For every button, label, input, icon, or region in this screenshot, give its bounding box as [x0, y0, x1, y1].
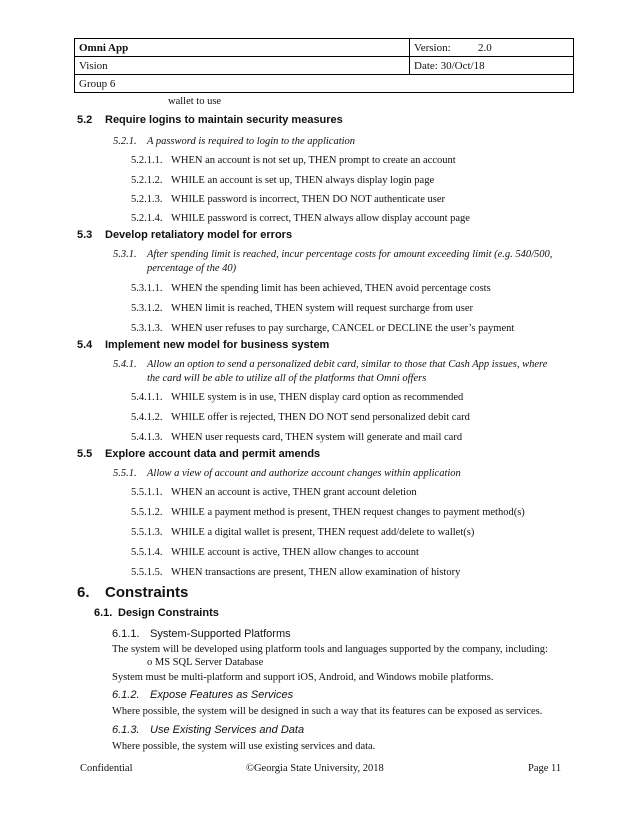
requirement-5-5-1-4: 5.5.1.4. WHILE account is active, THEN allow changes to account: [131, 547, 419, 558]
requirement-5-5-1-3: 5.5.1.3. WHILE a digital wallet is present, THEN request add/delete to wallet(s): [131, 527, 475, 538]
requirement-5-5-1-5: 5.5.1.5. WHEN transactions are present, THEN allow examination of history: [131, 567, 461, 578]
subsection-heading-6-1-3: 6.1.3. Use Existing Services and Data: [112, 724, 305, 736]
header-group: Group 6: [75, 75, 574, 93]
header-version: [410, 39, 574, 57]
header-doc-type: Vision: [75, 57, 410, 75]
requirement-5-3-1-2: 5.3.1.2. WHEN limit is reached, THEN system will request surcharge from user: [131, 303, 473, 314]
footer-page-number: Page 11: [528, 763, 562, 774]
section-heading-5-3: 5.3 Develop retaliatory model for errors: [77, 229, 293, 241]
subsection-heading-6-1-1: 6.1.1. System-Supported Platforms: [112, 628, 291, 640]
requirement-5-4-1-3: 5.4.1.3. WHEN user requests card, THEN system will generate and mail card: [131, 432, 463, 443]
requirement-5-4-1: 5.4.1. Allow an option to send a personalized debit card, similar to those that Cash App issues, where: [113, 359, 548, 370]
requirement-5-3-1-3: 5.3.1.3. WHEN user refuses to pay surcharge, CANCEL or DECLINE the user’s payment: [131, 323, 515, 334]
paragraph-6-1-2: Where possible, the system will be designed in such a way that its features can be exposed as services.: [112, 706, 543, 717]
section-heading-5-2: 5.2 Require logins to maintain security measures: [77, 114, 343, 126]
continued-text: wallet to use: [168, 96, 222, 107]
requirement-5-5-1-1: 5.5.1.1. WHEN an account is active, THEN grant account deletion: [131, 487, 417, 498]
header-date: Date: 30/Oct/18: [410, 57, 574, 75]
paragraph-6-1-1-a: The system will be developed using platform tools and languages supported by the company, including:: [112, 644, 548, 655]
chapter-heading-6: 6. Constraints: [77, 584, 189, 601]
requirement-5-5-1: 5.5.1. Allow a view of account and authorize account changes within application: [113, 468, 461, 479]
requirement-5-4-1-1: 5.4.1.1. WHILE system is in use, THEN display card option as recommended: [131, 392, 464, 403]
section-heading-5-4: 5.4 Implement new model for business system: [77, 339, 330, 351]
paragraph-6-1-1-c: System must be multi-platform and support iOS, Android, and Windows mobile platforms.: [112, 672, 494, 683]
requirement-5-3-1: 5.3.1. After spending limit is reached, incur percentage costs for amount exceeding limit (e.g. 540/500,: [113, 249, 553, 260]
section-heading-5-5: 5.5 Explore account data and permit amends: [77, 448, 321, 460]
header-version-label: Version:: [414, 41, 451, 54]
requirement-5-3-1-continued: percentage of the 40): [147, 263, 237, 274]
paragraph-6-1-1-bullet: o MS SQL Server Database: [147, 657, 264, 668]
subsection-heading-6-1-2: 6.1.2. Expose Features as Services: [112, 689, 294, 701]
requirement-5-3-1-1: 5.3.1.1. WHEN the spending limit has been achieved, THEN avoid percentage costs: [131, 283, 491, 294]
requirement-5-2-1-2: 5.2.1.2. WHILE an account is set up, THEN always display login page: [131, 175, 435, 186]
requirement-5-5-1-2: 5.5.1.2. WHILE a payment method is present, THEN request changes to payment method(s): [131, 507, 525, 518]
footer-copyright: ©Georgia State University, 2018: [246, 763, 384, 774]
header-app-name: Omni App: [75, 39, 410, 57]
requirement-5-2-1: 5.2.1. A password is required to login to the application: [113, 136, 356, 147]
header-version-value: 2.0: [478, 41, 492, 54]
requirement-5-2-1-4: 5.2.1.4. WHILE password is correct, THEN always allow display account page: [131, 213, 470, 224]
requirement-5-4-1-continued: the card will be able to utilize all of the platforms that Omni offers: [147, 373, 427, 384]
footer-confidential: Confidential: [80, 763, 133, 774]
requirement-5-4-1-2: 5.4.1.2. WHILE offer is rejected, THEN DO NOT send personalized debit card: [131, 412, 470, 423]
section-heading-6-1: 6.1. Design Constraints: [94, 607, 219, 619]
requirement-5-2-1-3: 5.2.1.3. WHILE password is incorrect, THEN DO NOT authenticate user: [131, 194, 445, 205]
document-header-table: [74, 38, 574, 93]
paragraph-6-1-3: Where possible, the system will use existing services and data.: [112, 741, 376, 752]
requirement-5-2-1-1: 5.2.1.1. WHEN an account is not set up, THEN prompt to create an account: [131, 155, 456, 166]
